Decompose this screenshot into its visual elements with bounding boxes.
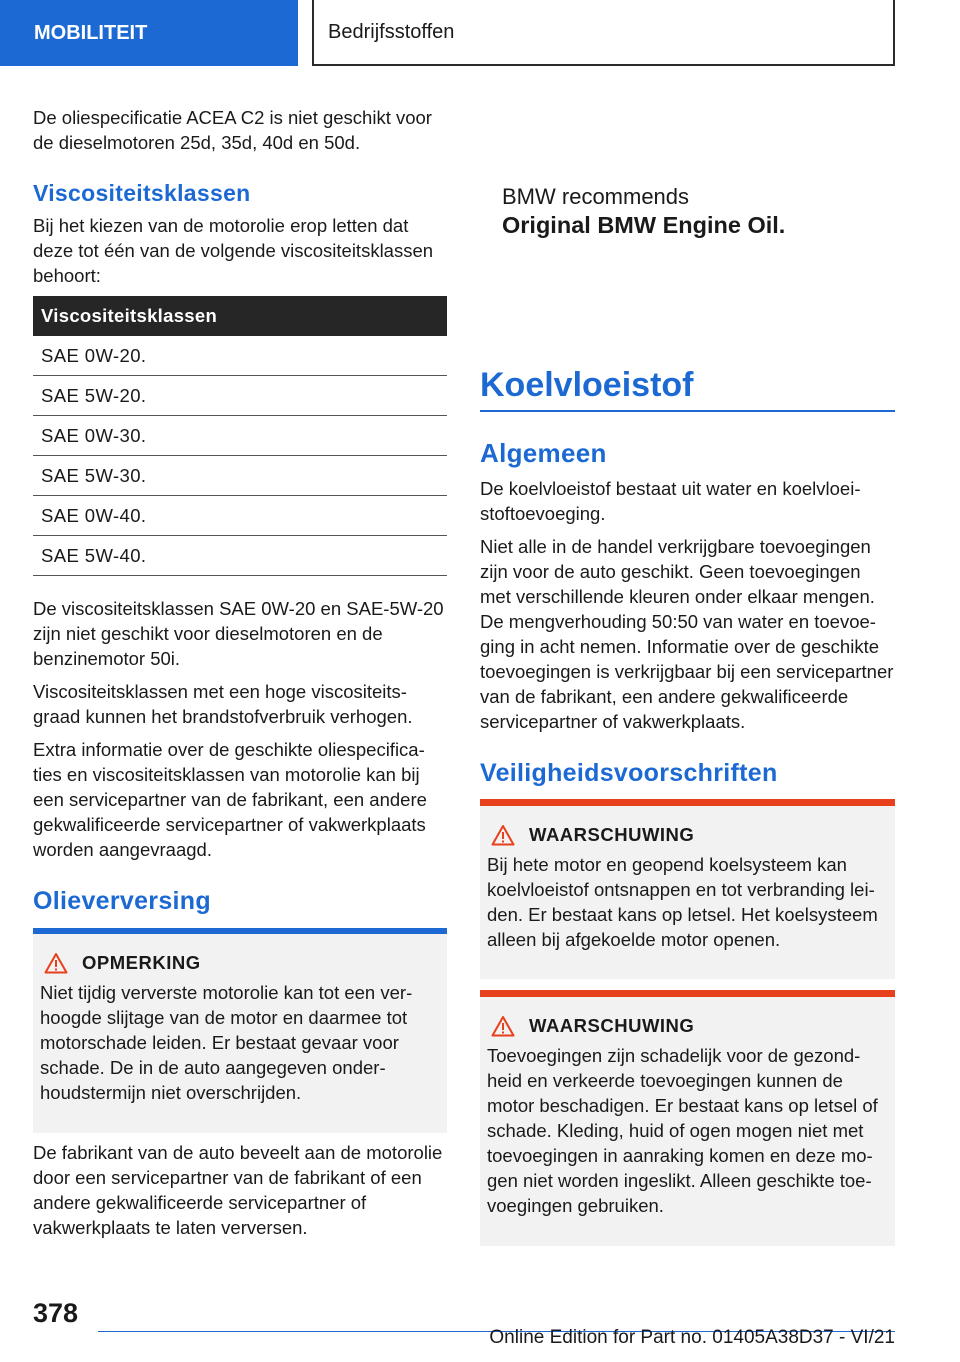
section-label: MOBILITEIT (34, 21, 148, 44)
table-row (33, 496, 447, 536)
general-section (480, 476, 895, 734)
table-cell: SAE 0W-40. (33, 496, 447, 536)
coolant-heading: Koelvloeistof (480, 366, 694, 404)
chapter-title: Bedrijfsstoffen (328, 20, 455, 43)
table-cell: SAE 5W-40. (33, 536, 447, 576)
warning-header (487, 1015, 887, 1037)
intro-text: De oliespecificatie ACEA C2 is niet geschikt voor de dieselmotoren 25d, 35d, 40d en 50d. (33, 107, 432, 153)
table-cell: SAE 0W-30. (33, 416, 447, 456)
general-paragraph: Niet alle in de handel verkrijgbare toevoegingen zijn voor de auto geschikt. Geen toevoegingen met verschillende kleuren onder elkaar mengen. De mengverhouding 50:50 van water en toevoeging in acht nemen. Informatie over de geschikte toevoegingen is verkrijgbaar bij een servicepartner van de fabrikant, een andere gekwalificeerde servicepartner of vakwerkplaats. (480, 536, 894, 732)
warning-text: Toevoegingen zijn schadelijk voor de gezondheid en verkeerde toevoegingen kunnen de motor beschadigen. Er bestaat kans op letsel of schade. Kleding, huid of ogen mogen niet met toevoegingen in aanraking komen en deze mogen niet worden ingeslikt. Alleen geschikte toevoegingen gebruiken. (487, 1045, 878, 1216)
safety-heading: Veiligheidsvoorschriften (480, 759, 778, 787)
table-row (33, 336, 447, 376)
warning-triangle-icon (491, 1015, 515, 1037)
viscosity-table (33, 296, 447, 576)
table-header: Viscositeitsklassen (33, 296, 447, 336)
table-row (33, 416, 447, 456)
table-cell: SAE 0W-20. (33, 336, 447, 376)
note-paragraph: De viscositeitsklassen SAE 0W-20 en SAE-5W-20 zijn niet geschikt voor dieselmotoren en de benzinemotor 50i. (33, 598, 444, 669)
warning-title: WAARSCHUWING (529, 1015, 695, 1036)
warning-text: Bij hete motor en geopend koelsysteem kan koelvloeistof ontsnappen en tot verbranding leiden. Er bestaat kans op letsel. Het koelsysteem alleen bij afgekoelde motor openen. (487, 854, 878, 950)
table-row (33, 536, 447, 576)
bmw-recommendation (502, 182, 785, 240)
notice-header (40, 952, 439, 974)
general-paragraph: De koelvloeistof bestaat uit water en koelvloeistoftoevoeging. (480, 478, 861, 524)
viscosity-text: Bij het kiezen van de motorolie erop letten dat deze tot één van de volgende viscositeitsklassen behoort: (33, 215, 434, 286)
notice-text: Niet tijdig ververste motorolie kan tot een verhoogde slijtage van de motor en daarmee tot motorschade leiden. Er bestaat gevaar voor schade. De in de auto aangegeven onderhoudstermijn niet overschrijden. (40, 982, 413, 1103)
viscosity-heading: Viscositeitsklassen (33, 180, 251, 206)
warning-triangle-icon (44, 952, 68, 974)
notice-box (33, 928, 447, 1133)
table-row (33, 376, 447, 416)
warning-box (480, 990, 895, 1246)
chapter-title-box (312, 0, 895, 66)
table-cell: SAE 5W-20. (33, 376, 447, 416)
general-heading: Algemeen (480, 438, 607, 468)
warning-title: WAARSCHUWING (529, 824, 695, 845)
oil-change-heading: Olieverversing (33, 887, 211, 915)
notice-title: OPMERKING (82, 952, 201, 973)
viscosity-notes (33, 596, 447, 862)
note-paragraph: Extra informatie over de geschikte oliespecificaties en viscositeitsklassen van motorolie kan bij een servicepartner van de fabrikant, een andere gekwalificeerde servicepartner of vakwerkplaats worden aangevraagd. (33, 739, 427, 860)
edition-text: Online Edition for Part no. 01405A38D37 - VI/21 (489, 1327, 895, 1348)
table-row (33, 456, 447, 496)
warning-triangle-icon (491, 824, 515, 846)
oil-change-text: De fabrikant van de auto beveelt aan de motorolie door een servicepartner van de fabrikant of een andere gekwalificeerde servicepartner of vakwerkplaats te laten verversen. (33, 1142, 443, 1238)
recommendation-line: BMW recommends (502, 184, 690, 209)
page-number: 378 (33, 1298, 79, 1328)
warning-header (487, 824, 887, 846)
heading-rule (480, 410, 895, 412)
warning-box (480, 799, 895, 979)
recommendation-line-bold: Original BMW Engine Oil. (502, 212, 786, 238)
table-cell: SAE 5W-30. (33, 456, 447, 496)
note-paragraph: Viscositeitsklassen met een hoge viscositeitsgraad kunnen het brandstofverbruik verhogen. (33, 681, 413, 727)
section-tab (0, 0, 298, 66)
